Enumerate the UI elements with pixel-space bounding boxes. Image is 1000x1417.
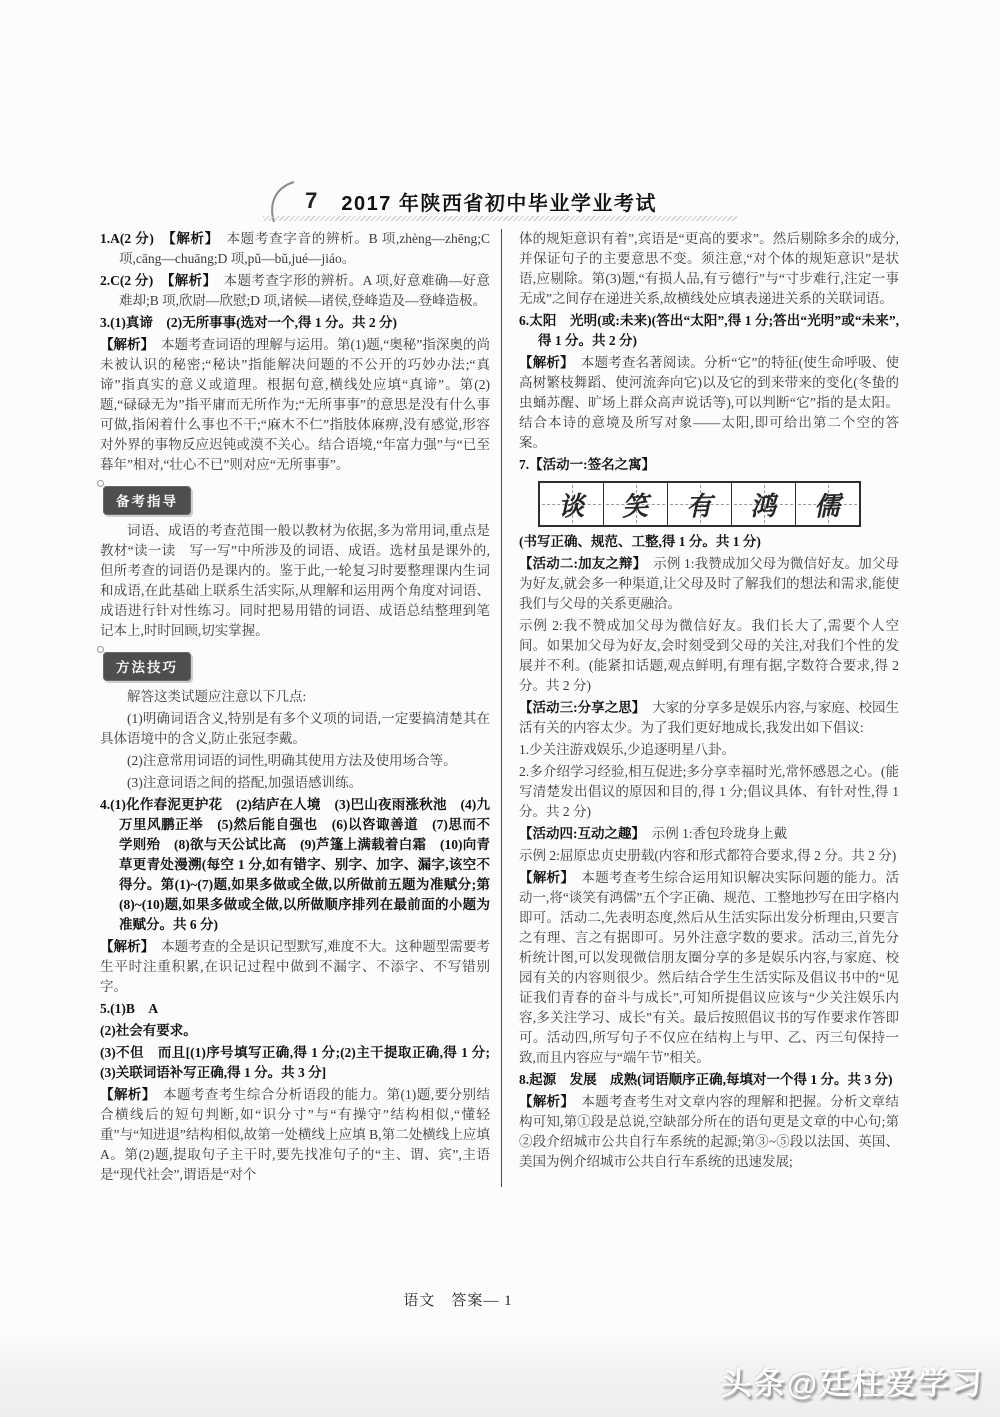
tip-badge xyxy=(103,652,191,681)
activity-block xyxy=(519,824,899,844)
bold-text: 【解析】 xyxy=(100,1087,150,1102)
grid-character: 笑 xyxy=(622,491,650,521)
answer-block xyxy=(100,271,490,311)
body-text: 1.少关注游戏娱乐,少追逐明星八卦。 xyxy=(519,742,735,757)
tip-badge xyxy=(103,486,191,515)
proposal-block xyxy=(519,740,899,760)
bold-text: 2.C(2 分) xyxy=(100,273,168,288)
writing-grid xyxy=(538,481,861,527)
activity-block xyxy=(519,554,899,614)
analysis-block xyxy=(100,937,490,997)
grid-cell xyxy=(604,483,668,525)
grid-cell xyxy=(540,483,604,525)
body-text: 词语、成语的考查范围一般以教材为依据,多为常用词,重点是教材“读一读 写一写”中所涉及的词语、成语。选材虽是课外的,但所考查的词语仍是课内的。鉴于此,一轮复习时要整理课内生词和成语,在此基础上联系生活实际,从理解和运用两个角度对词语、成语进行针对性练习。同时把易用错的词语、成语总结整理到笔记本上,时时回顾,切实掌握。 xyxy=(100,523,490,638)
answer-block xyxy=(100,1021,490,1041)
bold-text: 8.起源 发展 成熟(词语顺序正确,每填对一个得 1 分。共 3 分) xyxy=(519,1072,893,1087)
body-text: 体的规矩意识有着”,宾语是“更高的要求”。然后剔除多余的成分,并保证句子的主要意思不变。须注意,“对个体的规矩意识”是状语,应剔除。第(3)题,“有损人品,有亏德行”与“寸步难行,注定一事无成”之间存在递进关系,故横线处应填表递进关系的关联词语。 xyxy=(519,231,899,306)
bold-text: 1.A(2 分) xyxy=(100,231,169,246)
grid-character: 儒 xyxy=(814,491,842,521)
body-text: 本题考查考生综合分析语段的能力。第(1)题,要分别结合横线后的短句判断,如“识分寸”与“有操守”结构相似,“懂轻重”与“知进退”结构相似,故第一处横线上应填 B,第二处横线上应填 A。第(2)题,提取句子主干时,要先找准句子的“主、谓、宾”,主语是“现代社会”,谓语是“对个 xyxy=(100,1087,490,1182)
grid-cell xyxy=(732,483,796,525)
tip-block xyxy=(100,751,490,771)
continuation-block xyxy=(519,229,899,309)
answer-block xyxy=(519,532,899,552)
tip-block xyxy=(100,521,490,641)
left-column xyxy=(100,229,490,1187)
analysis-block xyxy=(519,353,899,453)
body-text: 解答这类试题应注意以下几点: xyxy=(127,689,307,704)
watermark-text: 头条@廷柱爱学习 xyxy=(720,1366,984,1401)
bold-text: 【解析】 xyxy=(519,1094,568,1109)
body-text: 2.多介绍学习经验,相互促进;多分享幸福时光,常怀感恩之心。(能写清楚发出倡议的原因和目的,得 1 分;倡议具体、有针对性,得 1 分。共 2 分) xyxy=(519,764,899,819)
answer-block xyxy=(100,1043,490,1083)
body-text: (3)注意词语之间的搭配,加强语感训练。 xyxy=(127,775,363,790)
body-text: 示例 2:我不赞成加父母为微信好友。我们长大了,需要个人空间。如果加父母为好友,会时刻受到父母的关注,对我们个性的发展并不利。(能紧扣话题,观点鲜明,有理有据,字数符合要求,得 2 分。共 2 分) xyxy=(519,618,899,693)
proposal-block xyxy=(519,762,899,822)
page-title: 2017 年陕西省初中毕业学业考试 xyxy=(341,192,657,215)
body-text: 本题考查的全是识记型默写,难度不大。这种题型需要考生平时注重积累,在识记过程中做到不漏字、不添字、不写错别字。 xyxy=(100,939,491,994)
bold-text: 7.【活动一:签名之寓】 xyxy=(519,457,656,472)
body-text: 本题考查考生综合运用知识解决实际问题的能力。活动一,将“谈笑有鸿儒”五个字正确、规范、工整地抄写在田字格内即可。活动二,先表明态度,然后从生活实际出发分析理由,只要言之有理、言之有据即可。另外注意字数的要求。活动三,首先分析统计图,可以发现微信朋友圈分享的多是娱乐内容,与家庭、校园有关的内容则很少。然后结合学生生活实际及倡议书中的“见证我们青春的奋斗与成长”,可知所提倡议应该与“少关注娱乐内容,多关注学习、成长”有关。最后按照倡议书的写作要求作答即可。活动四,所写句子不仅应在结构上与甲、乙、丙三句保持一致,而且内容应与“端午节”相关。 xyxy=(519,870,899,1065)
body-text: 本题考查字形的辨析。A 项,好意难确—好意难却;B 项,欣尉—欣慰;D 项,诸候—诸侯,登峰造及—登峰造极。 xyxy=(119,273,490,308)
answer-block xyxy=(519,455,899,475)
grid-character: 鸿 xyxy=(750,491,778,521)
grid-character: 有 xyxy=(686,491,714,521)
bold-text: 【解析】 xyxy=(100,939,148,954)
body-text: 本题考查名著阅读。分析“它”的特征(使生命呼吸、使高树繁枝舞蹈、使河流奔向它)以及它的到来带来的变化(冬蛰的虫蛹苏醒、旷场上群众高声说话等),可以判断“它”指的是太阳。结合本诗的意境及所写对象——太阳,即可给出第二个空的答案。 xyxy=(519,355,899,450)
right-column xyxy=(501,229,899,1187)
bold-text: 6.太阳 光明(或:未来)(答出“太阳”,得 1 分;答出“光明”或“未来”,得 1 分。共 2 分) xyxy=(519,313,899,348)
page-number-badge: 7 xyxy=(305,188,318,213)
answer-block xyxy=(100,313,490,333)
activity-block xyxy=(519,698,899,738)
grid-character: 谈 xyxy=(558,491,586,521)
answer-block xyxy=(100,229,490,269)
tip-block xyxy=(100,709,490,749)
page-footer: 语文 答案— 1 xyxy=(403,1293,513,1309)
content-columns xyxy=(100,229,900,1187)
tip-badge-label: 方法技巧 xyxy=(116,660,178,675)
analysis-block xyxy=(100,335,490,475)
body-text: 示例 1:香包玲珑身上戴 xyxy=(638,826,788,841)
tip-block xyxy=(100,687,490,707)
bold-text: 【活动二:加友之辩】 xyxy=(519,556,640,571)
answer-block xyxy=(100,795,490,935)
bold-text: (书写正确、规范、工整,得 1 分。共 1 分) xyxy=(519,534,761,549)
answer-block xyxy=(519,1070,899,1090)
body-text: 示例 1:我赞成加父母为微信好友。加父母为好友,就会多一种渠道,让父母及时了解我们的想法和需求,能使我们与父母的关系更融洽。 xyxy=(519,556,899,611)
analysis-block xyxy=(519,1092,899,1172)
analysis-block xyxy=(519,868,899,1068)
title-underline-hatch xyxy=(263,216,737,221)
body-text: (1)明确词语含义,特别是有多个义项的词语,一定要搞清楚其在具体语境中的含义,防止张冠李戴。 xyxy=(100,711,490,746)
bold-text: 【解析】 xyxy=(100,337,148,352)
bold-text: 5.(1)B A xyxy=(100,1001,159,1016)
answer-block xyxy=(100,999,490,1019)
sample-block xyxy=(519,616,899,696)
bold-text: 3.(1)真谛 (2)无所事事(选对一个,得 1 分。共 2 分) xyxy=(100,315,397,330)
body-text: 本题考查字音的辨析。B 项,zhèng—zhēng;C 项,cāng—chuāng;D 项,pǔ—bǔ,jué—jiáo。 xyxy=(119,231,491,266)
answer-block xyxy=(519,311,899,351)
bold-text: 【解析】 xyxy=(168,231,213,246)
bold-text: 【活动三:分享之思】 xyxy=(519,700,639,715)
bold-text: 【活动四:互动之趣】 xyxy=(519,826,639,841)
grid-cell xyxy=(668,483,732,525)
bold-text: 【解析】 xyxy=(167,273,210,288)
bold-text: (3)不但 而且[(1)序号填写正确,得 1 分;(2)主干提取正确,得 1 分;(3)关联词语补写正确,得 1 分。共 3 分] xyxy=(100,1045,490,1080)
tip-block xyxy=(100,773,490,793)
body-text: 示例 2:屈原忠贞史册载(内容和形式都符合要求,得 2 分。共 2 分) xyxy=(519,848,897,863)
analysis-block xyxy=(100,1085,490,1185)
body-text: 本题考查考生对文章内容的理解和把握。分析文章结构可知,第①段是总说,空缺部分所在的语句更是文章的中心句;第②段介绍城市公共自行车系统的起源;第③~⑤段以法国、英国、美国为例介绍城市公共自行车系统的迅速发展; xyxy=(519,1094,899,1169)
body-text: 本题考查词语的理解与运用。第(1)题,“奥秘”指深奥的尚未被认识的秘密;“秘诀”指能解决问题的不公开的巧妙办法;“真谛”指真实的意义或道理。根据句意,横线处应填“真谛”。第(2)题,“碌碌无为”指平庸而无所作为;“无所事事”的意思是没有什么事可做,指闲着什么事也不干;“麻木不仁”指肢体麻痹,没有感觉,形容对外界的事物反应迟钝或漠不关心。结合语境,“年富力强”与“已至暮年”相对,“壮心不已”则对应“无所事事”。 xyxy=(100,337,491,472)
bold-text: 4.(1)化作春泥更护花 (2)结庐在人境 (3)巴山夜雨涨秋池 (4)九万里风鹏正举 (5)然后能自强也 (6)以咨诹善道 (7)思而不学则殆 (8)欲与天公试比高 (9)芦篷上满载着白霜 (10)向青草更青处漫溯(每空 1 分,如有错字、别字、加字、漏字,该空不得分。第(1)~(7)题,如果多做或全做,以所做前五题为准赋分;第(8)~(10)题,如果多做或全做,以所做顺序排列在最前面的小题为准赋分。共 6 分) xyxy=(100,797,490,932)
grid-cell xyxy=(796,483,859,525)
bold-text: (2)社会有要求。 xyxy=(100,1023,197,1038)
body-text: (2)注意常用词语的词性,明确其使用方法及使用场合等。 xyxy=(127,753,457,768)
sample-block xyxy=(519,846,899,866)
body-text: 大家的分享多是娱乐内容,与家庭、校园生活有关的内容太少。为了我们更好地成长,我发出如下倡议: xyxy=(519,700,900,735)
bold-text: 【解析】 xyxy=(519,870,568,885)
bold-text: 【解析】 xyxy=(519,355,568,370)
tip-badge-label: 备考指导 xyxy=(116,494,178,509)
